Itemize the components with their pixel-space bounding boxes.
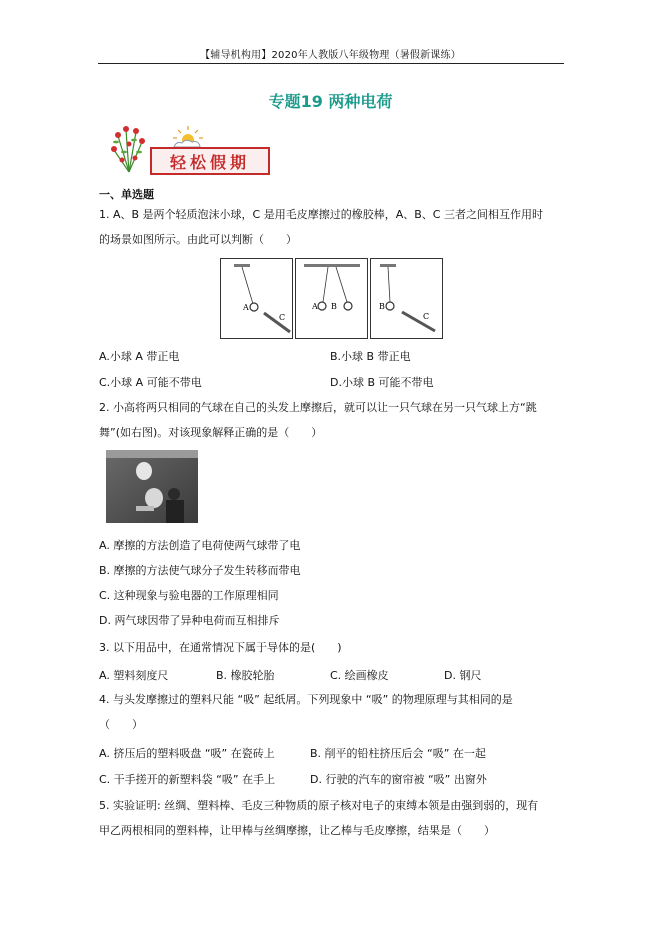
page-title: 专题19 两种电荷 bbox=[268, 92, 393, 111]
panel-1 bbox=[234, 264, 290, 332]
section-heading: 一、单选题 bbox=[99, 188, 154, 201]
q2-text-line-2: 舞”(如右图)。对该现象解释正确的是（ ） bbox=[99, 426, 323, 439]
q3-text: 3. 以下用品中，在通常情况下属于导体的是( ) bbox=[99, 641, 342, 654]
label-c-p1: C bbox=[279, 313, 286, 322]
ball-b-p2 bbox=[344, 302, 352, 310]
label-a-p2: A bbox=[312, 302, 318, 311]
q1-option-c: C.小球 A 可能不带电 bbox=[99, 376, 202, 389]
header-divider bbox=[98, 63, 564, 64]
panel-2 bbox=[304, 264, 360, 311]
panel-3 bbox=[379, 264, 435, 331]
q1-option-a: A.小球 A 带正电 bbox=[99, 350, 180, 363]
flower-bouquet-icon bbox=[104, 122, 154, 174]
rod-c-p1 bbox=[264, 313, 290, 332]
banner-easy-holiday: 轻松假期 bbox=[150, 147, 270, 175]
q2-option-b: B. 摩擦的方法使气球分子发生转移而带电 bbox=[99, 564, 301, 577]
q2-text-line-1: 2. 小高将两只相同的气球在自己的头发上摩擦后，就可以让一只气球在另一只气球上方“跳 bbox=[99, 401, 537, 414]
q1-option-b: B.小球 B 带正电 bbox=[330, 350, 411, 363]
ball-a-p2 bbox=[318, 302, 326, 310]
q4-option-d: D. 行驶的汽车的窗帘被 “吸” 出窗外 bbox=[310, 773, 487, 786]
label-a-p1: A bbox=[243, 303, 249, 312]
q1-figure bbox=[220, 258, 444, 340]
sun-cloud-icon bbox=[166, 124, 210, 148]
q2-option-a: A. 摩擦的方法创造了电荷使两气球带了电 bbox=[99, 539, 301, 552]
page-header: 【辅导机构用】2020年人教版八年级物理（暑假新课练） bbox=[200, 50, 461, 61]
ball-b-p3 bbox=[386, 302, 394, 310]
label-b-p2: B bbox=[331, 302, 337, 311]
q5-text-line-1: 5. 实验证明: 丝绸、塑料棒、毛皮三种物质的原子核对电子的束缚本领是由强到弱的，现有 bbox=[99, 799, 539, 812]
q1-text-line-2: 的场景如图所示。由此可以判断（ ） bbox=[99, 233, 297, 246]
q1-option-d: D.小球 B 可能不带电 bbox=[330, 376, 434, 389]
q4-option-c: C. 干手搓开的新塑料袋 “吸” 在手上 bbox=[99, 773, 276, 786]
q4-option-a: A. 挤压后的塑料吸盘 “吸” 在瓷砖上 bbox=[99, 747, 275, 760]
q2-balloon-photo bbox=[106, 450, 198, 523]
ball-a-p1 bbox=[250, 303, 258, 311]
label-c-p3: C bbox=[423, 312, 430, 321]
rod-c-p3 bbox=[402, 312, 435, 331]
q4-text-line-2: （ ） bbox=[99, 718, 143, 731]
q3-option-c: C. 绘画橡皮 bbox=[330, 669, 389, 682]
balloon-top bbox=[136, 462, 152, 480]
q3-option-a: A. 塑料刻度尺 bbox=[99, 669, 169, 682]
q3-option-d: D. 钢尺 bbox=[444, 669, 482, 682]
q2-option-d: D. 两气球因带了异种电荷而互相排斥 bbox=[99, 614, 280, 627]
balloon-bottom bbox=[145, 488, 163, 508]
q5-text-line-2: 甲乙两根相同的塑料棒，让甲棒与丝绸摩擦，让乙棒与毛皮摩擦，结果是（ ） bbox=[99, 824, 495, 837]
q2-option-c: C. 这种现象与验电器的工作原理相同 bbox=[99, 589, 279, 602]
q4-option-b: B. 削平的铅柱挤压后会 “吸” 在一起 bbox=[310, 747, 486, 760]
q4-text-line-1: 4. 与头发摩擦过的塑料尺能 “吸” 起纸屑。下列现象中 “吸” 的物理原理与其相同的是 bbox=[99, 693, 513, 706]
label-b-p3: B bbox=[379, 302, 385, 311]
q3-option-b: B. 橡胶轮胎 bbox=[216, 669, 275, 682]
q1-text-line-1: 1. A、B 是两个轻质泡沫小球，C 是用毛皮摩擦过的橡胶棒，A、B、C 三者之间相互作用时 bbox=[99, 208, 543, 221]
